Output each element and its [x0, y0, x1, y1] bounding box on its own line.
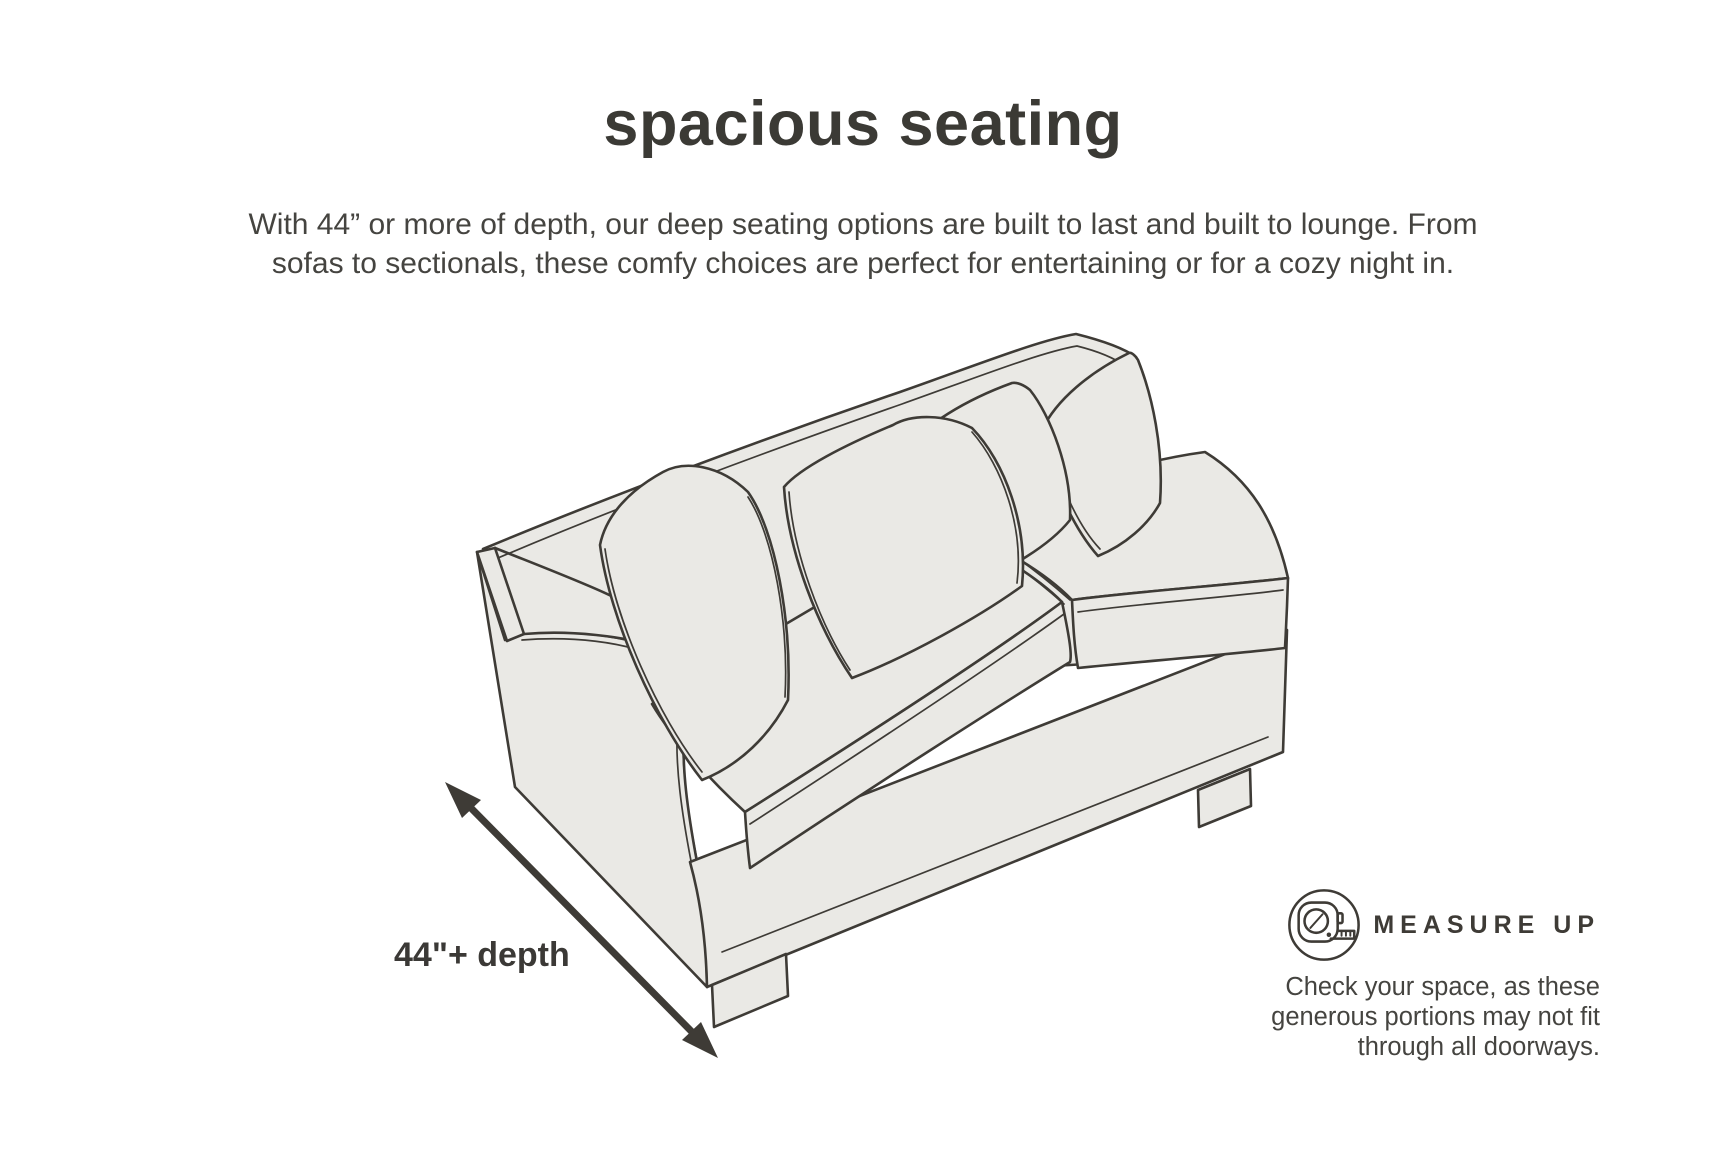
intro-line: With 44” or more of depth, our deep seating options are built to last and built to lounge. From	[248, 208, 1478, 241]
depth-label: 44"+ depth	[394, 936, 570, 974]
intro-line: sofas to sectionals, these comfy choices are perfect for entertaining or for a cozy night in.	[271, 247, 1455, 280]
measure-up-note-line: generous portions may not fit	[1271, 1003, 1600, 1031]
measure-up-section	[1118, 886, 1600, 1062]
measure-up-title: MEASURE UP	[1373, 910, 1600, 939]
page-title: spacious seating	[603, 89, 1123, 159]
tape-measure-icon	[1285, 886, 1363, 964]
measure-up-note	[1118, 972, 1600, 1062]
measure-up-note-line: through all doorways.	[1357, 1033, 1600, 1061]
measure-up-note-line: Check your space, as these	[1285, 973, 1600, 1001]
measure-up-header	[1118, 886, 1600, 964]
